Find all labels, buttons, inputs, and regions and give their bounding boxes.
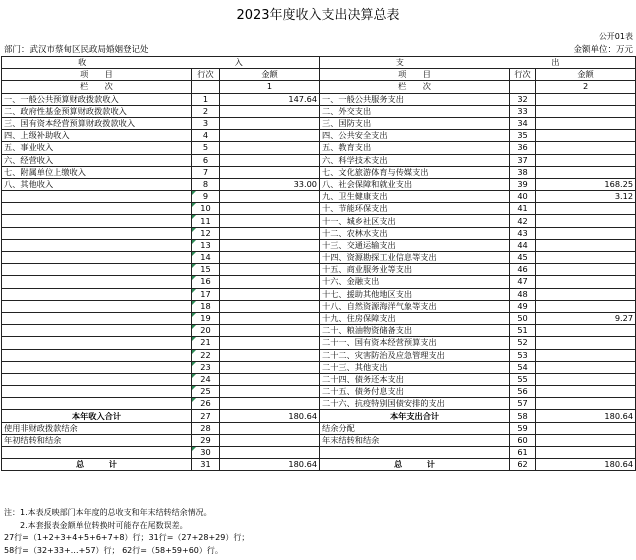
expense-amount xyxy=(536,105,636,117)
income-amount xyxy=(220,191,320,203)
income-amount xyxy=(220,434,320,446)
income-row-number: 30 xyxy=(192,447,220,459)
income-row-number: 3 xyxy=(192,117,220,129)
expense-row-number: 53 xyxy=(510,349,536,361)
expense-row-number: 62 xyxy=(510,459,536,471)
department-label: 部门：武汉市蔡甸区民政局婚姻登记处 xyxy=(4,45,149,55)
expense-amount xyxy=(536,422,636,434)
expense-amount xyxy=(536,349,636,361)
income-amount xyxy=(220,312,320,324)
table-row xyxy=(2,178,636,190)
table-row xyxy=(2,434,636,446)
income-item xyxy=(2,215,192,227)
income-row-number: 14 xyxy=(192,252,220,264)
table-row xyxy=(2,191,636,203)
income-row-number: 12 xyxy=(192,227,220,239)
expense-amount: 168.25 xyxy=(536,178,636,190)
expense-amount xyxy=(536,276,636,288)
expense-row-number: 54 xyxy=(510,361,536,373)
expense-col-label: 栏 次 xyxy=(320,81,510,93)
table-row xyxy=(2,349,636,361)
income-row-number: 19 xyxy=(192,312,220,324)
income-amount xyxy=(220,386,320,398)
expense-row-number: 44 xyxy=(510,239,536,251)
income-section-header xyxy=(2,57,320,69)
table-row xyxy=(2,337,636,349)
income-col-blank xyxy=(192,81,220,93)
expense-item: 总 计 xyxy=(320,459,510,471)
expense-item: 十四、资源勘探工业信息等支出 xyxy=(320,252,510,264)
income-row-number: 24 xyxy=(192,373,220,385)
expense-amount xyxy=(536,434,636,446)
income-row-number: 16 xyxy=(192,276,220,288)
income-item: 二、政府性基金预算财政拨款收入 xyxy=(2,105,192,117)
income-item xyxy=(2,276,192,288)
table-row xyxy=(2,117,636,129)
income-amount xyxy=(220,166,320,178)
income-row-number: 25 xyxy=(192,386,220,398)
income-amount xyxy=(220,105,320,117)
total-row xyxy=(2,410,636,422)
expense-row-no-header: 行次 xyxy=(510,69,536,81)
expense-col-blank xyxy=(510,81,536,93)
income-amount xyxy=(220,325,320,337)
income-amount xyxy=(220,142,320,154)
expense-amount xyxy=(536,203,636,215)
expense-item: 年末结转和结余 xyxy=(320,434,510,446)
expense-row-number: 46 xyxy=(510,264,536,276)
footnote-line: 58行=（32+33+…+57）行； 62行=（58+59+60）行。 xyxy=(4,545,223,555)
footnotes xyxy=(4,507,249,557)
income-header-char2: 入 xyxy=(234,57,243,68)
table-row xyxy=(2,154,636,166)
expense-item: 十九、住房保障支出 xyxy=(320,312,510,324)
expense-item: 二十、粮油物资储备支出 xyxy=(320,325,510,337)
income-item xyxy=(2,288,192,300)
footnote-line: 27行=（1+2+3+4+5+6+7+8）行；31行=（27+28+29）行； xyxy=(4,533,250,542)
income-row-number: 8 xyxy=(192,178,220,190)
income-amount xyxy=(220,203,320,215)
expense-amount: 3.12 xyxy=(536,191,636,203)
income-item: 一、一般公共预算财政拨款收入 xyxy=(2,93,192,105)
expense-amount xyxy=(536,373,636,385)
income-amount xyxy=(220,288,320,300)
income-item xyxy=(2,447,192,459)
income-expenditure-table xyxy=(1,56,636,471)
expense-section-header xyxy=(320,57,636,69)
expense-item: 四、公共安全支出 xyxy=(320,130,510,142)
expense-item: 十三、交通运输支出 xyxy=(320,239,510,251)
income-item xyxy=(2,264,192,276)
expense-amount xyxy=(536,288,636,300)
income-row-number: 5 xyxy=(192,142,220,154)
income-item: 五、事业收入 xyxy=(2,142,192,154)
income-amount: 180.64 xyxy=(220,410,320,422)
expense-row-number: 55 xyxy=(510,373,536,385)
expense-item: 六、科学技术支出 xyxy=(320,154,510,166)
currency-unit-label: 金额单位：万元 xyxy=(573,45,633,55)
income-row-number: 6 xyxy=(192,154,220,166)
expense-amount xyxy=(536,325,636,337)
expense-amount xyxy=(536,227,636,239)
income-amount xyxy=(220,227,320,239)
income-row-number: 22 xyxy=(192,349,220,361)
expense-item: 九、卫生健康支出 xyxy=(320,191,510,203)
income-item: 年初结转和结余 xyxy=(2,434,192,446)
table-row xyxy=(2,105,636,117)
income-amount xyxy=(220,361,320,373)
income-item xyxy=(2,398,192,410)
expense-amount xyxy=(536,398,636,410)
expense-item: 本年支出合计 xyxy=(320,410,510,422)
income-row-number: 26 xyxy=(192,398,220,410)
income-item xyxy=(2,227,192,239)
income-amount xyxy=(220,154,320,166)
income-amount xyxy=(220,373,320,385)
income-item: 本年收入合计 xyxy=(2,410,192,422)
income-amount xyxy=(220,398,320,410)
income-amount xyxy=(220,422,320,434)
form-number: 公开01表 xyxy=(598,32,633,41)
expense-amount xyxy=(536,142,636,154)
expense-row-number: 34 xyxy=(510,117,536,129)
expense-row-number: 33 xyxy=(510,105,536,117)
expense-row-number: 58 xyxy=(510,410,536,422)
expense-amount xyxy=(536,264,636,276)
income-item-header: 项 目 xyxy=(2,69,192,81)
income-item xyxy=(2,386,192,398)
income-amount-header: 金额 xyxy=(220,69,320,81)
expense-row-number: 48 xyxy=(510,288,536,300)
table-row xyxy=(2,288,636,300)
expense-amount xyxy=(536,166,636,178)
expense-amount xyxy=(536,252,636,264)
expense-header-char2: 出 xyxy=(551,57,560,68)
table-row xyxy=(2,227,636,239)
income-col-number: 1 xyxy=(220,81,320,93)
income-item xyxy=(2,325,192,337)
table-row xyxy=(2,300,636,312)
expense-col-number: 2 xyxy=(536,81,636,93)
footnote-line: 2.本套报表金额单位转换时可能存在尾数误差。 xyxy=(4,520,188,530)
income-row-no-header: 行次 xyxy=(192,69,220,81)
table-row xyxy=(2,215,636,227)
expense-row-number: 36 xyxy=(510,142,536,154)
expense-amount xyxy=(536,154,636,166)
expense-row-number: 50 xyxy=(510,312,536,324)
table-row xyxy=(2,447,636,459)
expense-row-number: 38 xyxy=(510,166,536,178)
income-amount xyxy=(220,239,320,251)
table-row xyxy=(2,386,636,398)
income-col-label: 栏 次 xyxy=(2,81,192,93)
expense-row-number: 51 xyxy=(510,325,536,337)
income-amount xyxy=(220,264,320,276)
income-amount xyxy=(220,337,320,349)
income-amount xyxy=(220,215,320,227)
expense-item xyxy=(320,447,510,459)
income-row-number: 2 xyxy=(192,105,220,117)
income-item xyxy=(2,300,192,312)
income-item xyxy=(2,203,192,215)
income-item xyxy=(2,191,192,203)
expense-item-header: 项 目 xyxy=(320,69,510,81)
income-row-number: 13 xyxy=(192,239,220,251)
table-row xyxy=(2,398,636,410)
expense-item: 二十二、灾害防治及应急管理支出 xyxy=(320,349,510,361)
income-amount: 180.64 xyxy=(220,459,320,471)
page-title: 2023年度收入支出决算总表 xyxy=(236,8,400,23)
income-amount xyxy=(220,252,320,264)
expense-row-number: 40 xyxy=(510,191,536,203)
expense-row-number: 56 xyxy=(510,386,536,398)
table-row xyxy=(2,361,636,373)
table-row xyxy=(2,93,636,105)
table-row xyxy=(2,142,636,154)
income-item xyxy=(2,373,192,385)
income-row-number: 21 xyxy=(192,337,220,349)
income-item: 总 计 xyxy=(2,459,192,471)
expense-amount: 180.64 xyxy=(536,410,636,422)
header-row-column-numbers xyxy=(2,81,636,93)
income-amount: 147.64 xyxy=(220,93,320,105)
expense-row-number: 43 xyxy=(510,227,536,239)
income-header-char1: 收 xyxy=(78,57,87,68)
income-item xyxy=(2,312,192,324)
expense-row-number: 42 xyxy=(510,215,536,227)
expense-row-number: 60 xyxy=(510,434,536,446)
expense-item: 八、社会保障和就业支出 xyxy=(320,178,510,190)
table-row xyxy=(2,373,636,385)
expense-amount xyxy=(536,130,636,142)
expense-item: 二十六、抗疫特别国债安排的支出 xyxy=(320,398,510,410)
income-item xyxy=(2,349,192,361)
expense-amount xyxy=(536,215,636,227)
expense-item: 结余分配 xyxy=(320,422,510,434)
income-row-number: 11 xyxy=(192,215,220,227)
expense-header-char1: 支 xyxy=(395,57,404,68)
expense-amount xyxy=(536,117,636,129)
expense-item: 二十一、国有资本经营预算支出 xyxy=(320,337,510,349)
table-row xyxy=(2,203,636,215)
expense-row-number: 45 xyxy=(510,252,536,264)
expense-item: 五、教育支出 xyxy=(320,142,510,154)
expense-amount xyxy=(536,337,636,349)
expense-amount xyxy=(536,361,636,373)
expense-row-number: 47 xyxy=(510,276,536,288)
expense-row-number: 35 xyxy=(510,130,536,142)
expense-amount xyxy=(536,447,636,459)
income-row-number: 10 xyxy=(192,203,220,215)
table-row xyxy=(2,325,636,337)
header-row-columns xyxy=(2,69,636,81)
income-amount xyxy=(220,300,320,312)
income-row-number: 23 xyxy=(192,361,220,373)
income-row-number: 27 xyxy=(192,410,220,422)
income-row-number: 17 xyxy=(192,288,220,300)
income-row-number: 20 xyxy=(192,325,220,337)
income-item: 六、经营收入 xyxy=(2,154,192,166)
expense-item: 二十五、债务付息支出 xyxy=(320,386,510,398)
expense-amount xyxy=(536,93,636,105)
table-row xyxy=(2,252,636,264)
table-row xyxy=(2,422,636,434)
income-item xyxy=(2,361,192,373)
expense-item: 七、文化旅游体育与传媒支出 xyxy=(320,166,510,178)
income-item: 四、上级补助收入 xyxy=(2,130,192,142)
income-item: 八、其他收入 xyxy=(2,178,192,190)
expense-item: 二十三、其他支出 xyxy=(320,361,510,373)
income-amount xyxy=(220,447,320,459)
expense-row-number: 61 xyxy=(510,447,536,459)
income-amount xyxy=(220,349,320,361)
expense-amount xyxy=(536,239,636,251)
income-item xyxy=(2,239,192,251)
income-item xyxy=(2,252,192,264)
income-amount xyxy=(220,276,320,288)
expense-row-number: 57 xyxy=(510,398,536,410)
expense-item: 十一、城乡社区支出 xyxy=(320,215,510,227)
expense-amount xyxy=(536,300,636,312)
table-row xyxy=(2,239,636,251)
income-amount xyxy=(220,117,320,129)
income-row-number: 28 xyxy=(192,422,220,434)
expense-item: 二、外交支出 xyxy=(320,105,510,117)
expense-row-number: 39 xyxy=(510,178,536,190)
expense-row-number: 52 xyxy=(510,337,536,349)
income-row-number: 1 xyxy=(192,93,220,105)
income-item xyxy=(2,337,192,349)
income-item: 三、国有资本经营预算财政拨款收入 xyxy=(2,117,192,129)
footnote-line: 注：1.本表反映部门本年度的总收支和年末结转结余情况。 xyxy=(4,508,212,517)
expense-item: 十二、农林水支出 xyxy=(320,227,510,239)
expense-item: 一、一般公共服务支出 xyxy=(320,93,510,105)
income-item: 使用非财政拨款结余 xyxy=(2,422,192,434)
table-row xyxy=(2,264,636,276)
income-row-number: 7 xyxy=(192,166,220,178)
income-row-number: 4 xyxy=(192,130,220,142)
expense-amount: 180.64 xyxy=(536,459,636,471)
income-amount: 33.00 xyxy=(220,178,320,190)
income-row-number: 29 xyxy=(192,434,220,446)
expense-amount-header: 金额 xyxy=(536,69,636,81)
table-row xyxy=(2,276,636,288)
income-amount xyxy=(220,130,320,142)
expense-amount: 9.27 xyxy=(536,312,636,324)
expense-item: 十、节能环保支出 xyxy=(320,203,510,215)
expense-item: 十七、援助其他地区支出 xyxy=(320,288,510,300)
expense-row-number: 32 xyxy=(510,93,536,105)
income-row-number: 15 xyxy=(192,264,220,276)
expense-row-number: 49 xyxy=(510,300,536,312)
income-item: 七、附属单位上缴收入 xyxy=(2,166,192,178)
table-row xyxy=(2,130,636,142)
income-row-number: 9 xyxy=(192,191,220,203)
expense-item: 十六、金融支出 xyxy=(320,276,510,288)
expense-item: 十八、自然资源海洋气象等支出 xyxy=(320,300,510,312)
expense-item: 二十四、债务还本支出 xyxy=(320,373,510,385)
expense-item: 三、国防支出 xyxy=(320,117,510,129)
expense-row-number: 37 xyxy=(510,154,536,166)
table-row xyxy=(2,312,636,324)
expense-row-number: 59 xyxy=(510,422,536,434)
income-row-number: 18 xyxy=(192,300,220,312)
expense-amount xyxy=(536,386,636,398)
income-row-number: 31 xyxy=(192,459,220,471)
grand-total-row xyxy=(2,459,636,471)
header-row-section xyxy=(2,57,636,69)
expense-row-number: 41 xyxy=(510,203,536,215)
table-row xyxy=(2,166,636,178)
expense-item: 十五、商业服务业等支出 xyxy=(320,264,510,276)
